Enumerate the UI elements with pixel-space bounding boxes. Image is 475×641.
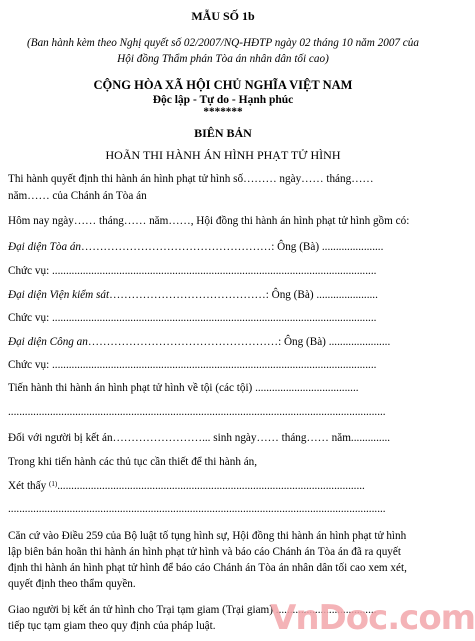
- police-representative-fill: ……………………………………………: Ông (Bà) ......................: [87, 336, 391, 348]
- basis-line-1: Căn cứ vào Điều 259 của Bộ luật tố tụng hình sự, Hội đồng thi hành án hình phạt tử hình: [8, 530, 407, 542]
- position-line-3: Chức vụ: ....................................................................................................................: [8, 359, 377, 371]
- national-stars: *******: [203, 106, 243, 118]
- procedure-line: Trong khi tiến hành các thủ tục cần thiết để thi hành án,: [8, 456, 258, 468]
- finding-label: Xét thấy: [8, 480, 47, 492]
- crime-line-1: Tiến hành thi hành án hình phạt tử hình về tội (các tội) .....................................: [8, 382, 359, 394]
- procuracy-representative-label: Đại diện Viện kiểm sát: [8, 289, 110, 301]
- form-number: MẪU SỐ 1b: [191, 9, 255, 23]
- position-line-1: Chức vụ: ....................................................................................................................: [8, 265, 377, 277]
- paragraph-council: Hôm nay ngày…… tháng…… năm……, Hội đồng thi hành án hình phạt tử hình gồm có:: [8, 215, 410, 227]
- basis-line-3: định thi hành án hình phạt tử hình để báo cáo Chánh án Tòa án nhân dân tối cao xem xét,: [8, 562, 407, 574]
- finding-line-2: .......................................................................................................................................: [8, 503, 386, 515]
- court-representative-fill: ……………………………………………: Ông (Bà) ......................: [81, 241, 384, 253]
- document-subtitle: HOÃN THI HÀNH ÁN HÌNH PHẠT TỬ HÌNH: [105, 148, 341, 162]
- court-representative-line: [8, 241, 438, 254]
- vndoc-watermark: VnDoc.com: [270, 598, 475, 638]
- handover-line-1: Giao người bị kết án tử hình cho Trại tạm giam (Trại giam) ....................................: [8, 604, 377, 616]
- issuance-line-1: (Ban hành kèm theo Nghị quyết số 02/2007/NQ-HĐTP ngày 02 tháng 10 năm 2007 của: [27, 37, 419, 49]
- paragraph-decision-line-2: năm…… của Chánh án Tòa án: [8, 190, 147, 202]
- procuracy-representative-line: [8, 289, 438, 302]
- court-representative-label: Đại diện Tòa án: [8, 241, 82, 253]
- issuance-line-2: Hội đồng Thẩm phán Tòa án nhân dân tối cao): [117, 53, 329, 65]
- finding-line: [8, 480, 438, 493]
- national-motto: Độc lập - Tự do - Hạnh phúc: [152, 94, 294, 106]
- document-title: BIÊN BẢN: [194, 126, 252, 140]
- footnote-marker: (1): [49, 480, 58, 488]
- basis-line-4: quyết định theo thẩm quyền.: [8, 578, 136, 590]
- finding-fill: ..............................................................................................................: [57, 480, 365, 492]
- police-representative-label: Đại diện Công an: [8, 336, 88, 348]
- convict-line: Đối với người bị kết án……………………... sinh ngày…… tháng…… năm..............: [8, 432, 391, 444]
- position-line-2: Chức vụ: ....................................................................................................................: [8, 312, 377, 324]
- police-representative-line: [8, 336, 438, 349]
- national-title: CỘNG HÒA XÃ HỘI CHỦ NGHĨA VIỆT NAM: [93, 78, 353, 92]
- paragraph-decision-line-1: Thi hành quyết định thi hành án hình phạt tử hình số……… ngày…… tháng……: [8, 173, 374, 185]
- basis-line-2: lập biên bản hoãn thi hành án hình phạt tử hình và báo cáo Chánh án Tòa án đã ra quyết: [8, 546, 401, 558]
- procuracy-representative-fill: ……………………………………: Ông (Bà) ......................: [109, 289, 378, 301]
- crime-line-2: .......................................................................................................................................: [8, 406, 386, 418]
- handover-line-2: tiếp tục tạm giam theo quy định của pháp luật.: [8, 620, 216, 632]
